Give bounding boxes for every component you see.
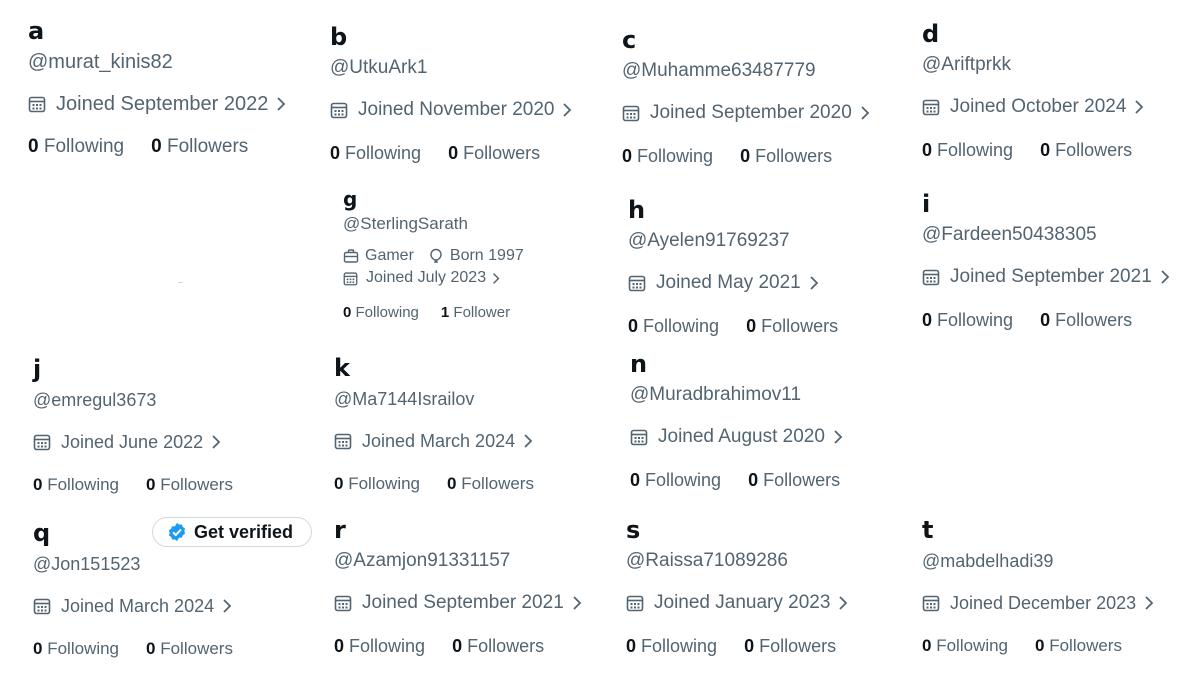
followers-count: 0 [1040, 140, 1051, 160]
joined-text: Joined January 2023 [654, 592, 831, 613]
card-letter: a [28, 17, 45, 45]
calendar-icon [628, 274, 646, 292]
joined-text: Joined March 2024 [362, 431, 516, 451]
joined-date-link[interactable] [33, 594, 260, 618]
following-label: Following [348, 474, 421, 493]
following-label: Following [349, 636, 426, 656]
get-verified-label: Get verified [194, 521, 294, 542]
calendar-icon [626, 594, 644, 612]
following-count: 0 [330, 143, 341, 163]
profile-card-h [628, 197, 865, 337]
profile-card-a [28, 18, 287, 158]
following-count: 0 [33, 475, 43, 494]
calendar-icon [622, 104, 640, 122]
following-link[interactable] [628, 315, 719, 337]
followers-count: 0 [452, 636, 463, 656]
calendar-icon [33, 433, 51, 451]
verified-badge-icon [167, 522, 187, 542]
born-text: Born 1997 [449, 247, 524, 264]
following-label: Following [643, 316, 720, 336]
followers-count: 1 [440, 304, 450, 321]
following-link[interactable] [343, 304, 419, 322]
following-link[interactable] [334, 635, 425, 657]
following-count: 0 [628, 316, 639, 336]
following-label: Following [645, 470, 722, 490]
followers-label: Followers [160, 475, 233, 494]
stats-row [622, 145, 871, 167]
following-link[interactable] [626, 635, 717, 657]
followers-link[interactable] [448, 142, 540, 164]
followers-link[interactable] [1035, 635, 1122, 657]
followers-link[interactable] [1040, 139, 1132, 161]
profile-handle[interactable]: @Ayelen91769237 [628, 230, 790, 251]
followers-link[interactable] [748, 469, 840, 491]
followers-link[interactable] [744, 635, 836, 657]
following-link[interactable] [622, 145, 713, 167]
joined-date-link[interactable] [922, 591, 1155, 615]
joined-text: Joined November 2020 [358, 99, 555, 120]
followers-link[interactable] [151, 136, 248, 158]
profile-handle[interactable]: @SterlingSarath [343, 214, 468, 233]
joined-date-link[interactable] [626, 591, 863, 615]
followers-link[interactable] [746, 315, 838, 337]
followers-count: 0 [740, 146, 751, 166]
profile-card-r [334, 517, 583, 657]
stats-row [33, 638, 260, 660]
joined-date-link[interactable] [33, 430, 260, 454]
stats-row [630, 469, 867, 491]
stats-row [334, 473, 561, 495]
joined-date-link[interactable] [628, 271, 865, 295]
stats-row [628, 315, 865, 337]
joined-text: Joined September 2022 [56, 93, 269, 115]
followers-label: Followers [755, 146, 833, 166]
joined-date-link[interactable] [334, 429, 561, 453]
followers-label: Followers [160, 639, 233, 658]
following-count: 0 [28, 136, 39, 157]
following-link[interactable] [922, 635, 1008, 657]
card-letter: i [922, 190, 931, 218]
profile-handle[interactable]: @Jon151523 [33, 554, 141, 574]
profile-handle[interactable]: @Raissa71089286 [626, 550, 788, 571]
followers-link[interactable] [146, 638, 233, 660]
chevron-right-icon [808, 275, 820, 291]
stats-row [922, 309, 1171, 331]
joined-date-link[interactable] [630, 425, 867, 449]
following-link[interactable] [922, 309, 1013, 331]
card-letter: k [334, 354, 350, 382]
following-count: 0 [630, 470, 641, 490]
followers-link[interactable] [146, 474, 233, 496]
joined-text: Joined July 2023 [366, 269, 487, 286]
card-letter: s [626, 516, 641, 544]
profile-handle[interactable]: @Ariftprkk [922, 54, 1011, 75]
stats-row [28, 136, 287, 158]
followers-count: 0 [744, 636, 755, 656]
calendar-icon [922, 268, 940, 286]
joined-text: Joined September 2021 [950, 266, 1152, 287]
following-label: Following [937, 140, 1014, 160]
calendar-icon [28, 95, 46, 113]
stray-dot [178, 282, 183, 283]
profile-handle[interactable]: @Azamjon91331157 [334, 550, 511, 571]
followers-count: 0 [748, 470, 759, 490]
followers-label: Followers [1049, 636, 1122, 655]
following-label: Following [345, 143, 422, 163]
chevron-right-icon [561, 102, 573, 118]
following-count: 0 [334, 474, 344, 493]
profile-handle[interactable]: @Muradbrahimov11 [630, 384, 802, 405]
following-label: Following [47, 639, 120, 658]
chevron-right-icon [859, 105, 871, 121]
stats-row [626, 635, 863, 657]
following-count: 0 [922, 636, 932, 655]
calendar-icon [630, 428, 648, 446]
chevron-right-icon [1159, 269, 1171, 285]
profile-handle[interactable]: @mabdelhadi39 [922, 551, 1054, 571]
profile-card-g [343, 188, 532, 322]
following-link[interactable] [630, 469, 721, 491]
following-count: 0 [622, 146, 633, 166]
followers-count: 0 [447, 474, 457, 493]
chevron-right-icon [275, 96, 287, 112]
following-count: 0 [33, 639, 43, 658]
calendar-icon [343, 271, 358, 286]
profile-card-i [922, 191, 1171, 331]
chevron-right-icon [522, 433, 534, 449]
briefcase-icon [343, 248, 359, 264]
following-label: Following [47, 475, 120, 494]
joined-text: Joined March 2024 [61, 596, 215, 616]
balloon-icon [428, 248, 444, 264]
calendar-icon [922, 594, 940, 612]
joined-date-link[interactable] [334, 591, 583, 615]
followers-link[interactable] [447, 473, 534, 495]
followers-link[interactable] [441, 304, 510, 322]
following-label: Following [637, 146, 714, 166]
joined-text: Joined September 2020 [650, 102, 852, 123]
chevron-right-icon [1143, 595, 1155, 611]
chevron-right-icon [491, 272, 501, 285]
following-label: Following [937, 310, 1014, 330]
chevron-right-icon [1133, 99, 1145, 115]
joined-date-link[interactable] [922, 95, 1159, 119]
calendar-icon [330, 101, 348, 119]
get-verified-button[interactable] [152, 517, 312, 547]
following-link[interactable] [33, 638, 119, 660]
followers-count: 0 [151, 136, 162, 157]
followers-count: 0 [146, 475, 156, 494]
joined-date-link[interactable] [622, 101, 871, 125]
card-letter: r [334, 516, 346, 544]
followers-count: 0 [1040, 310, 1051, 330]
joined-text: Joined September 2021 [362, 592, 564, 613]
following-count: 0 [334, 636, 345, 656]
following-count: 0 [922, 310, 933, 330]
calendar-icon [922, 98, 940, 116]
stats-row [922, 139, 1159, 161]
profile-card-c [622, 27, 871, 167]
chevron-right-icon [837, 595, 849, 611]
following-link[interactable] [334, 473, 420, 495]
followers-label: Followers [467, 636, 545, 656]
chevron-right-icon [210, 434, 222, 450]
joined-text: Joined May 2021 [656, 272, 801, 293]
profile-card-j [33, 356, 260, 496]
following-link[interactable] [330, 142, 421, 164]
card-letter: c [622, 26, 637, 54]
following-count: 0 [626, 636, 637, 656]
calendar-icon [334, 432, 352, 450]
followers-link[interactable] [452, 635, 544, 657]
profile-handle[interactable]: @Fardeen50438305 [922, 224, 1097, 245]
profile-handle[interactable]: @Muhamme63487779 [622, 60, 816, 81]
followers-label: Followers [166, 136, 249, 157]
profile-card-d [922, 21, 1159, 161]
profile-meta-row [343, 246, 532, 266]
followers-label: Followers [759, 636, 837, 656]
joined-text: Joined June 2022 [61, 432, 204, 452]
followers-label: Followers [463, 143, 541, 163]
profile-card-n [630, 351, 867, 491]
card-letter: n [630, 350, 648, 378]
followers-count: 0 [1035, 636, 1045, 655]
profile-handle[interactable]: @murat_kinis82 [28, 51, 173, 73]
card-letter: g [343, 187, 358, 211]
followers-link[interactable] [1040, 309, 1132, 331]
followers-count: 0 [746, 316, 757, 336]
card-letter: b [330, 23, 348, 51]
following-count: 0 [922, 140, 933, 160]
joined-text: Joined October 2024 [950, 96, 1127, 117]
calendar-icon [334, 594, 352, 612]
following-link[interactable] [922, 139, 1013, 161]
joined-date-link[interactable] [330, 98, 573, 122]
profile-handle[interactable]: @emregul3673 [33, 390, 157, 410]
followers-count: 0 [448, 143, 459, 163]
following-label: Following [936, 636, 1009, 655]
stats-row [330, 142, 573, 164]
calendar-icon [33, 597, 51, 615]
joined-date-link[interactable] [28, 92, 287, 116]
following-label: Following [43, 136, 125, 157]
card-letter: h [628, 196, 646, 224]
joined-date-link[interactable] [922, 265, 1171, 289]
card-letter: d [922, 20, 940, 48]
followers-label: Follower [453, 304, 511, 321]
followers-label: Followers [1055, 310, 1133, 330]
followers-label: Followers [763, 470, 841, 490]
followers-label: Followers [761, 316, 839, 336]
profile-card-t [922, 517, 1155, 657]
stats-row [334, 635, 583, 657]
followers-link[interactable] [740, 145, 832, 167]
stats-row [33, 474, 260, 496]
profession-text: Gamer [365, 247, 414, 264]
joined-text: Joined December 2023 [950, 593, 1137, 613]
card-letter: q [33, 519, 51, 547]
card-letter: j [33, 355, 42, 383]
followers-label: Followers [461, 474, 534, 493]
stats-row [922, 635, 1155, 657]
chevron-right-icon [832, 429, 844, 445]
profile-card-k [334, 355, 561, 495]
followers-count: 0 [146, 639, 156, 658]
profile-handle[interactable]: @UtkuArk1 [330, 57, 428, 78]
following-link[interactable] [33, 474, 119, 496]
following-label: Following [355, 304, 419, 321]
following-count: 0 [343, 304, 352, 321]
profile-card-b [330, 24, 573, 164]
joined-text: Joined August 2020 [658, 426, 825, 447]
following-link[interactable] [28, 136, 124, 158]
chevron-right-icon [221, 598, 233, 614]
followers-label: Followers [1055, 140, 1133, 160]
chevron-right-icon [571, 595, 583, 611]
following-label: Following [641, 636, 718, 656]
profile-card-s [626, 517, 863, 657]
joined-date-link[interactable] [343, 268, 532, 288]
card-letter: t [922, 516, 934, 544]
stats-row [343, 304, 532, 322]
profile-handle[interactable]: @Ma7144Israilov [334, 389, 475, 409]
